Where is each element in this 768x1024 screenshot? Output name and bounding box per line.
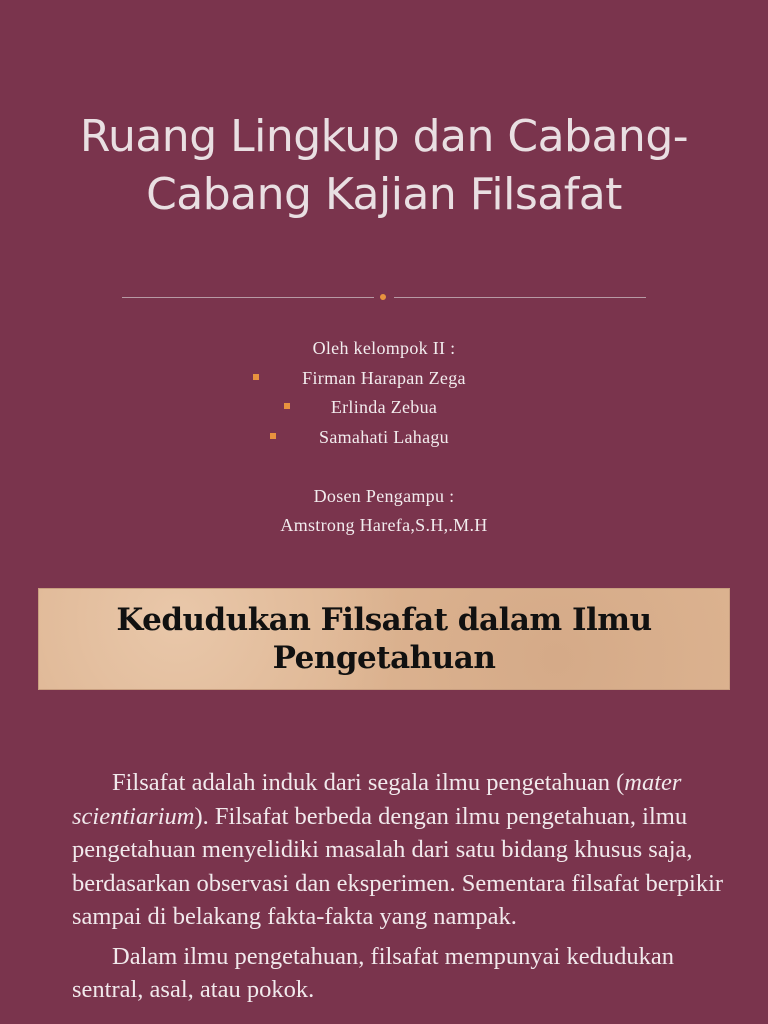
section-heading-box <box>38 588 730 690</box>
member-name: Firman Harapan Zega <box>302 367 466 388</box>
section-heading <box>116 601 651 677</box>
bullet-icon <box>284 403 290 409</box>
divider-line-left <box>122 297 374 298</box>
group-label: Oleh kelompok II : <box>312 338 456 358</box>
section-body <box>72 766 732 1013</box>
member-item <box>0 364 768 394</box>
paragraph-1-text-start: Filsafat adalah induk dari segala ilmu pengetahuan ( <box>112 769 625 796</box>
member-item <box>0 423 768 453</box>
divider-line-right <box>394 297 646 298</box>
section-heading-line-2: Pengetahuan <box>272 640 496 676</box>
divider-dot <box>380 294 386 300</box>
title-line-1: Ruang Lingkup dan Cabang- <box>79 111 689 162</box>
paragraph-1-text-end: ). Filsafat berbeda dengan ilmu pengetahuan, ilmu pengetahuan menyelidiki masalah dari satu bidang khusus saja, berdasarkan observasi dan eksperimen. Sementara filsafat berpikir sampai di belakang fakta-fakta yang nampak. <box>72 802 724 930</box>
member-name: Samahati Lahagu <box>319 426 449 447</box>
credits-block <box>0 334 768 541</box>
bullet-icon <box>253 374 259 380</box>
member-name: Erlinda Zebua <box>330 397 438 417</box>
bullet-icon <box>270 433 276 439</box>
slide-title <box>40 108 728 224</box>
paragraph-1-italic-term: mater scientiarium <box>72 769 682 830</box>
title-line-2: Cabang Kajian Filsafat <box>146 169 622 220</box>
lecturer-name: Amstrong Harefa,S.H,.M.H <box>280 515 488 535</box>
lecturer-label: Dosen Pengampu : <box>313 485 455 506</box>
section-heading-line-1: Kedudukan Filsafat dalam Ilmu <box>116 602 652 638</box>
paragraph-1 <box>72 766 732 934</box>
spacer <box>0 452 768 482</box>
title-divider <box>122 290 646 304</box>
member-item <box>0 393 768 423</box>
paragraph-2: Dalam ilmu pengetahuan, filsafat mempunyai kedudukan sentral, asal, atau pokok. <box>72 942 674 1003</box>
